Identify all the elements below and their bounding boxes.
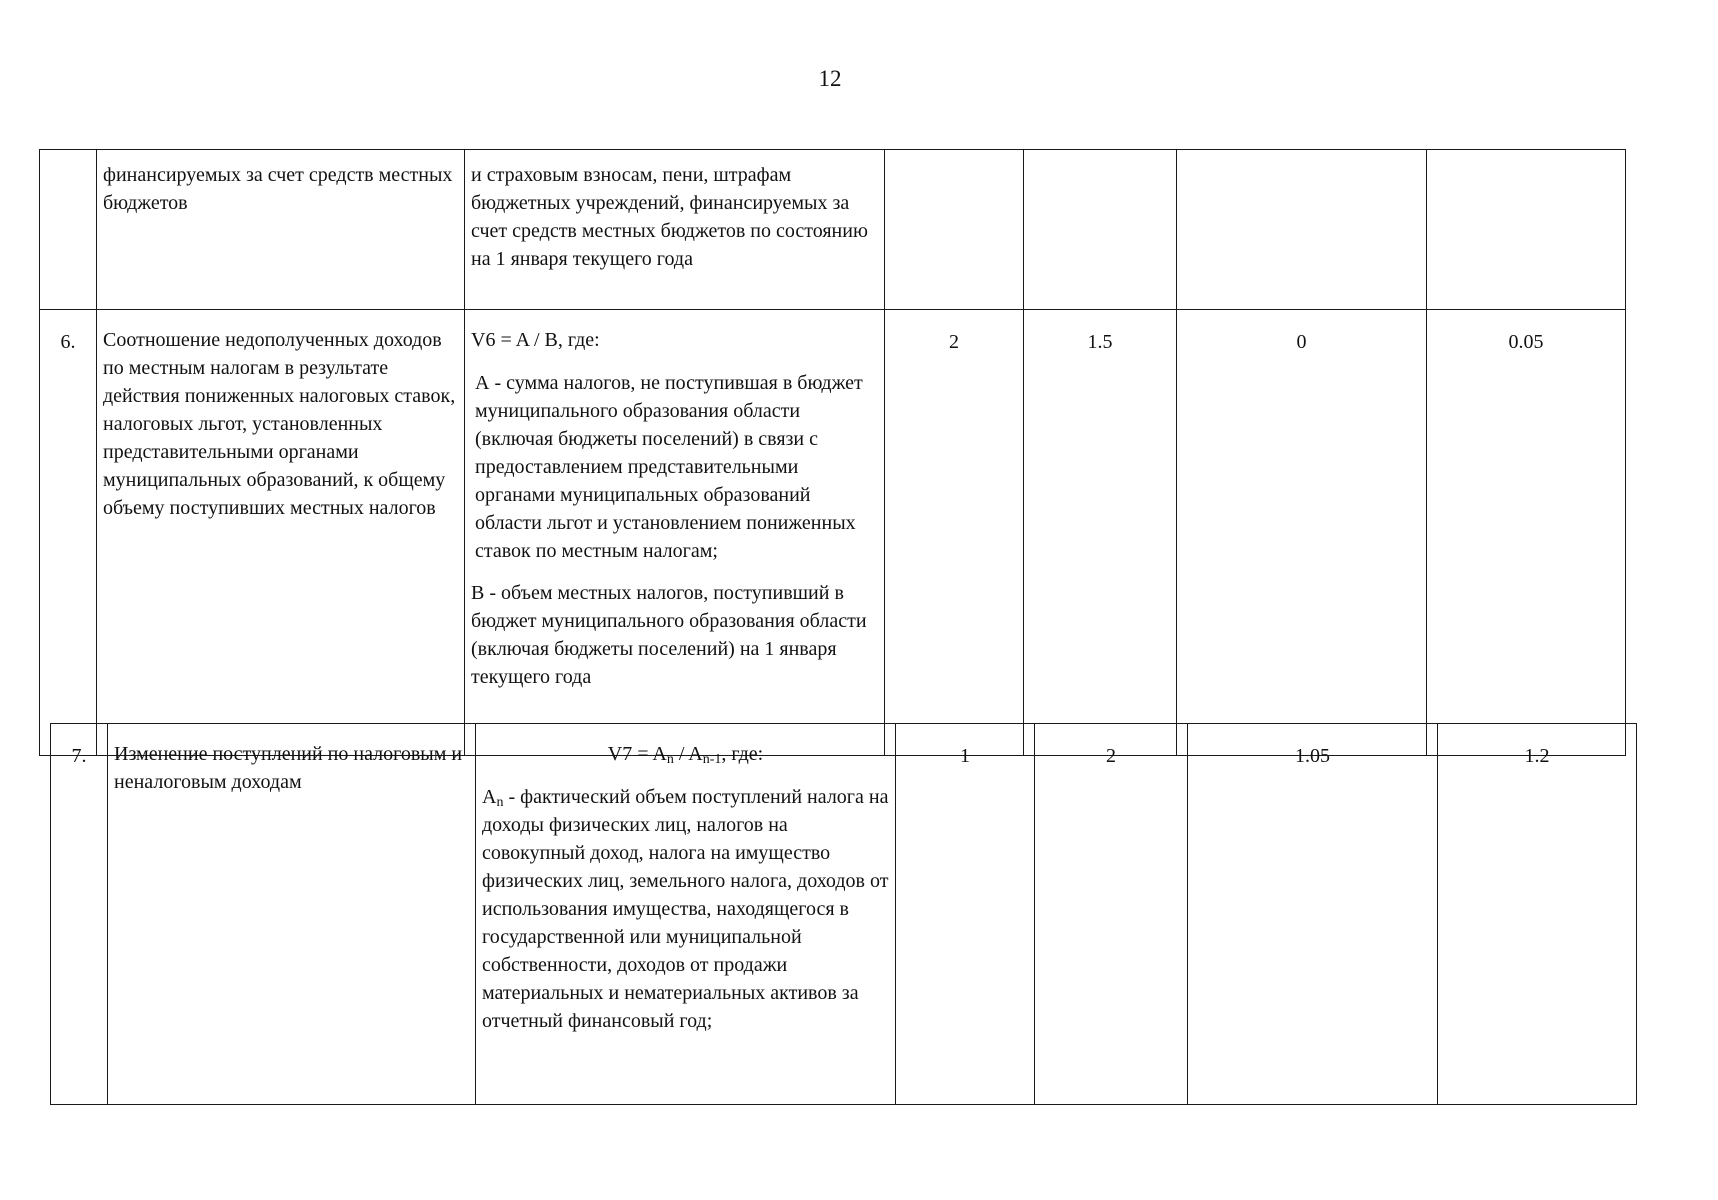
value-cell: 2 (1035, 724, 1188, 1105)
formula-heading-part: / A (673, 743, 703, 765)
value-cell (1177, 150, 1427, 310)
value-cell: 1.05 (1188, 724, 1438, 1105)
indicator-name-cell (108, 724, 476, 1105)
value-cell (1427, 150, 1626, 310)
indicator-name-cell (97, 310, 465, 756)
formula-symbol: A (482, 786, 497, 808)
value-cell: 1.5 (1024, 310, 1177, 756)
value-cell: 1 (896, 724, 1035, 1105)
indicator-name-text: финансируемых за счет средств местных бюджетов (103, 164, 453, 214)
value-cell: 0 (1177, 310, 1427, 756)
formula-subscript: n-1 (702, 752, 722, 767)
criteria-table-lower (50, 723, 1637, 1105)
page-number: 12 (818, 66, 842, 91)
indicator-name-text: Соотношение недополученных доходов по местным налогам в результате действия пониженных налоговых ставок, налоговых льгот, установленных представительными органами муниципальных образований, к общему объему поступивших местных налогов (103, 329, 456, 519)
formula-param-b: В - объем местных налогов, поступивший в бюджет муниципального образования области (включая бюджеты поселений) на 1 января текущего года (471, 582, 867, 688)
criteria-table-upper (39, 149, 1626, 756)
table-row-6 (40, 310, 1626, 756)
formula-param-a (482, 783, 889, 1035)
formula-cell (476, 724, 896, 1105)
formula-heading: V6 = A / B, где: (471, 329, 600, 351)
formula-param-text: - фактический объем поступлений налога на доходы физических лиц, налогов на совокупный доход, налога на имущество физических лиц, земельного налога, доходов от использования имущества, находящегося в государственной или муниципальной собственности, доходов от продажи материальных и нематериальных активов за отчетный финансовый год; (482, 786, 889, 1032)
formula-heading-part: V7 = A (607, 743, 667, 765)
value-cell: 2 (885, 310, 1024, 756)
formula-subscript: n (666, 752, 674, 767)
indicator-name-cell (97, 150, 465, 310)
value-cell (885, 150, 1024, 310)
formula-subscript: n (496, 795, 504, 810)
formula-cell (465, 150, 885, 310)
formula-text: и страховым взносам, пени, штрафам бюджетных учреждений, финансируемых за счет средств местных бюджетов по состоянию на 1 января текущего года (471, 164, 868, 270)
table-row-continuation (40, 150, 1626, 310)
number-cell (40, 150, 97, 310)
formula-heading-part: , где: (721, 743, 764, 765)
indicator-name-text: Изменение поступлений по налоговым и неналоговым доходам (114, 743, 463, 793)
row-number: 7. (51, 724, 108, 1105)
row-number: 6. (40, 310, 97, 756)
value-cell: 1.2 (1438, 724, 1637, 1105)
value-cell (1024, 150, 1177, 310)
formula-param-a: А - сумма налогов, не поступившая в бюджет муниципального образования области (включая бюджеты поселений) в связи с предоставлением представительными органами муниципальных образований области льгот и установлением пониженных ставок по местным налогам; (475, 372, 863, 562)
formula-cell (465, 310, 885, 756)
value-cell: 0.05 (1427, 310, 1626, 756)
formula-heading (482, 740, 889, 768)
table-row-7 (51, 724, 1637, 1105)
